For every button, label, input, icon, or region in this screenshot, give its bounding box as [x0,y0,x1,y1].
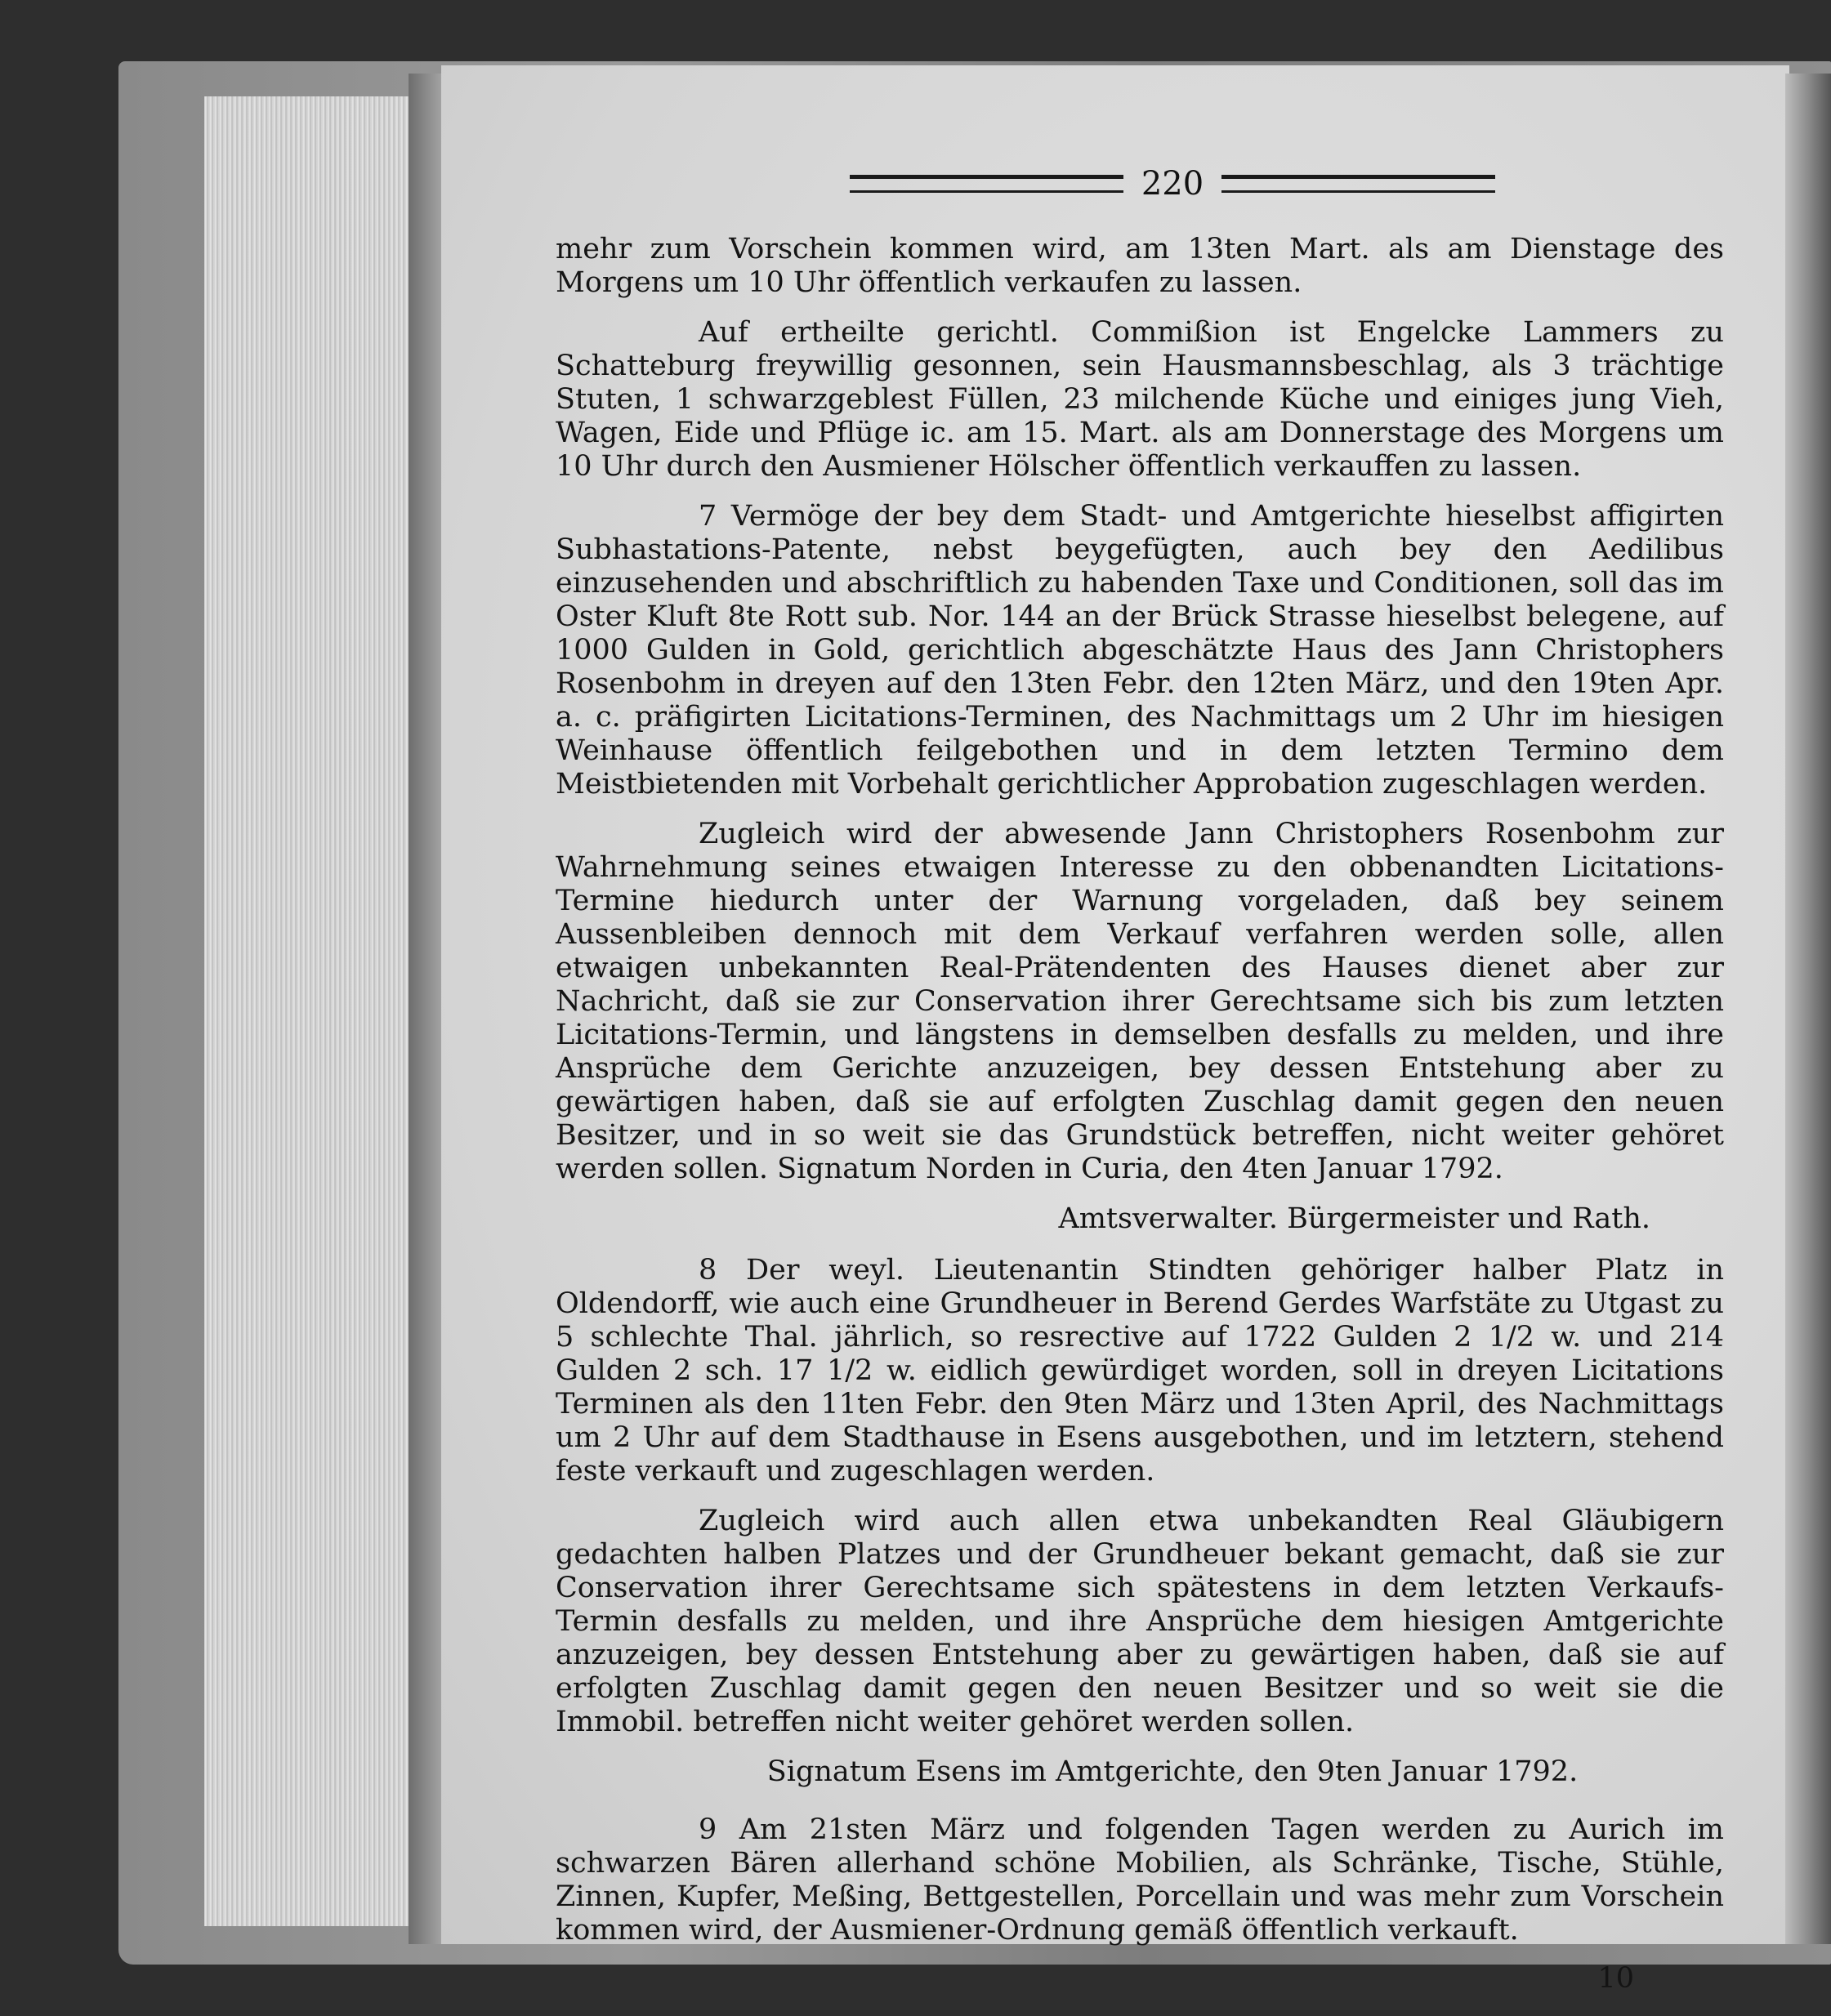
header-rule-left [850,175,1123,193]
paragraph: mehr zum Vorschein kommen wird, am 13ten Mart. als am Dienstage des Morgens um 10 Uhr öffentlich verkaufen zu lassen. [556,233,1724,299]
page-header [850,159,1495,208]
paragraph: Auf ertheilte gerichtl. Commißion ist Engelcke Lammers zu Schatteburg freywillig gesonnen, sein Hausmannsbeschlag, als 3 trächtige Stuten, 1 schwarzgeblest Füllen, 23 milchende Küche und einiges jung Vieh, Wagen, Eide und Pflüge ic. am 15. Mart. als am Donnerstage des Morgens um 10 Uhr durch den Ausmiener Hölscher öffentlich verkauffen zu lassen. [556,316,1724,483]
paragraph: Zugleich wird der abwesende Jann Christophers Rosenbohm zur Wahrnehmung seines etwaigen Interesse zu den obbenandten Licitations-Termine hiedurch unter der Warnung vorgeladen, daß bey seinem Aussenbleiben dennoch mit dem Verkauf verfahren werden solle, allen etwaigen unbekannten Real-Prätendenten des Hauses dienet aber zur Nachricht, daß sie zur Conservation ihrer Gerechtsame sich bis zum letzten Licitations-Termin, und längstens in demselben desfalls zu melden, und ihre Ansprüche dem Gerichte anzuzeigen, bey dessen Entstehung aber zu gewärtigen haben, daß sie auf erfolgten Zuschlag damit gegen den neuen Besitzer, und in so weit sie das Grundstück betreffen, nicht weiter gehöret werden sollen. Signatum Norden in Curia, den 4ten Januar 1792. [556,818,1724,1185]
signature-authority: Amtsverwalter. Bürgermeister und Rath. [1058,1202,1650,1235]
signature-line [556,1202,1724,1236]
header-rule-right [1221,175,1495,193]
paragraph: 8 Der weyl. Lieutenantin Stindten gehöriger halber Platz in Oldendorff, wie auch eine Grundheuer in Berend Gerdes Warfstäte zu Utgast zu 5 schlechte Thal. jährlich, so resrective auf 1722 Gulden 2 1/2 w. und 214 Gulden 2 sch. 17 1/2 w. eidlich gewürdiget worden, soll in dreyen Licitations Terminen als den 11ten Febr. den 9ten März und 13ten April, des Nachmittags um 2 Uhr auf dem Stadthause in Esens ausgebothen, und im letztern, stehend feste verkauft und zugeschlagen werden. [556,1254,1724,1487]
page-right-edge [1785,74,1831,1944]
paragraph: Zugleich wird auch allen etwa unbekandten Real Gläubigern gedachten halben Platzes und der Grundheuer bekant gemacht, daß sie zur Conservation ihrer Gerechtsame sich spätestens in dem letzten Verkaufs-Termin desfalls zu melden, und ihre Ansprüche dem hiesigen Amtgerichte anzuzeigen, bey dessen Entstehung aber zu gewärtigen haben, daß sie auf erfolgten Zuschlag damit gegen den neuen Besitzer und so weit sie die Immobil. betreffen nicht weiter gehöret werden sollen. [556,1505,1724,1738]
page-number: 220 [1141,165,1204,203]
paragraph: 9 Am 21sten März und folgenden Tagen werden zu Aurich im schwarzen Bären allerhand schöne Mobilien, als Schränke, Tische, Stühle, Zinnen, Kupfer, Meßing, Bettgestellen, Porcellain und was mehr zum Vorschein kommen wird, der Ausmiener-Ordnung gemäß öffentlich verkauft. [556,1813,1724,1947]
catchword: 10 [1597,1962,1634,1995]
page-text [556,233,1724,1996]
signature-esens: Signatum Esens im Amtgerichte, den 9ten Januar 1792. [766,1755,1579,1788]
page-block-edge [204,96,441,1926]
paragraph: 7 Vermöge der bey dem Stadt- und Amtgerichte hieselbst affigirten Subhastations-Patente, nebst beygefügten, auch bey den Aedilibus einzusehenden und abschriftlich zu habenden Taxe und Conditionen, soll das im Oster Kluft 8te Rott sub. Nor. 144 an der Brück Strasse hieselbst belegene, auf 1000 Gulden in Gold, gerichtlich abgeschätzte Haus des Jann Christophers Rosenbohm in dreyen auf den 13ten Febr. den 12ten März, und den 19ten Apr. a. c. präfigirten Licitations-Terminen, des Nachmittags um 2 Uhr im hiesigen Weinhause öffentlich feilgebothen und in dem letzten Termino dem Meistbietenden mit Vorbehalt gerichtlicher Approbation zugeschlagen werden. [556,500,1724,801]
